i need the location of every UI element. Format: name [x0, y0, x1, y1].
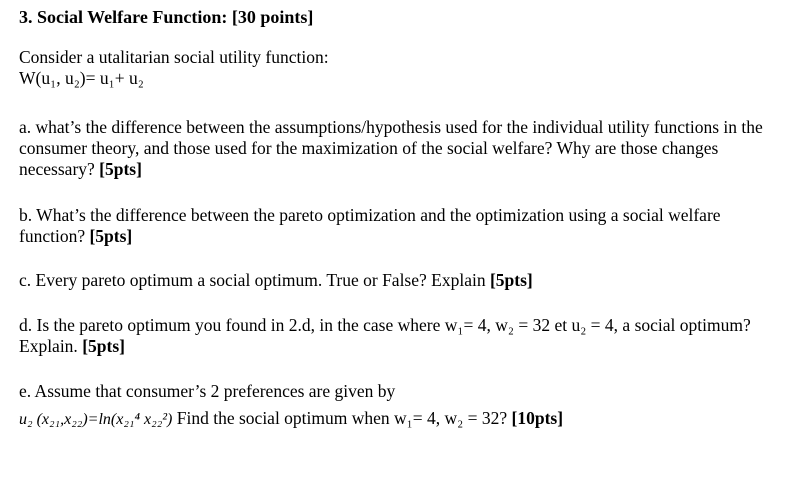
section-title: 3. Social Welfare Function: [30 points] — [19, 7, 314, 27]
question-d-points: [5pts] — [82, 336, 125, 356]
intro-paragraph — [19, 47, 779, 89]
question-a — [19, 117, 779, 180]
question-a-text: a. what’s the difference between the assumptions/hypothesis used for the individual utility functions in the consumer theory, and those used for the maximization of the social welfare? Why are those changes necessary? — [19, 117, 763, 179]
question-d-text: d. Is the pareto optimum you found in 2.d, in the case where w₁= 4, w₂ = 32 et u₂ = 4, a social optimum? Explain. — [19, 315, 751, 356]
intro-text: Consider a utalitarian social utility function: — [19, 47, 329, 67]
question-e — [19, 381, 779, 430]
utility-formula: u₂ (x₂₁,x₂₂)=ln(x₂₁⁴ x₂₂²) — [19, 411, 173, 428]
question-d — [19, 315, 779, 357]
question-b — [19, 205, 779, 247]
question-c-text: c. Every pareto optimum a social optimum. True or False? Explain — [19, 270, 486, 290]
question-a-points: [5pts] — [99, 159, 142, 179]
question-b-text: b. What’s the difference between the pareto optimization and the optimization using a social welfare function? — [19, 205, 721, 246]
question-e-line2 — [19, 408, 779, 430]
welfare-function-formula: W(u₁, u₂)= u₁+ u₂ — [19, 68, 144, 88]
question-c-points: [5pts] — [489, 270, 533, 290]
question-e-text: Find the social optimum when w₁= 4, w₂ = 32? — [176, 408, 508, 428]
question-c — [19, 270, 779, 291]
question-e-points: [10pts] — [511, 408, 564, 428]
question-e-intro: e. Assume that consumer’s 2 preferences are given by — [19, 381, 396, 401]
question-b-points: [5pts] — [89, 226, 133, 246]
